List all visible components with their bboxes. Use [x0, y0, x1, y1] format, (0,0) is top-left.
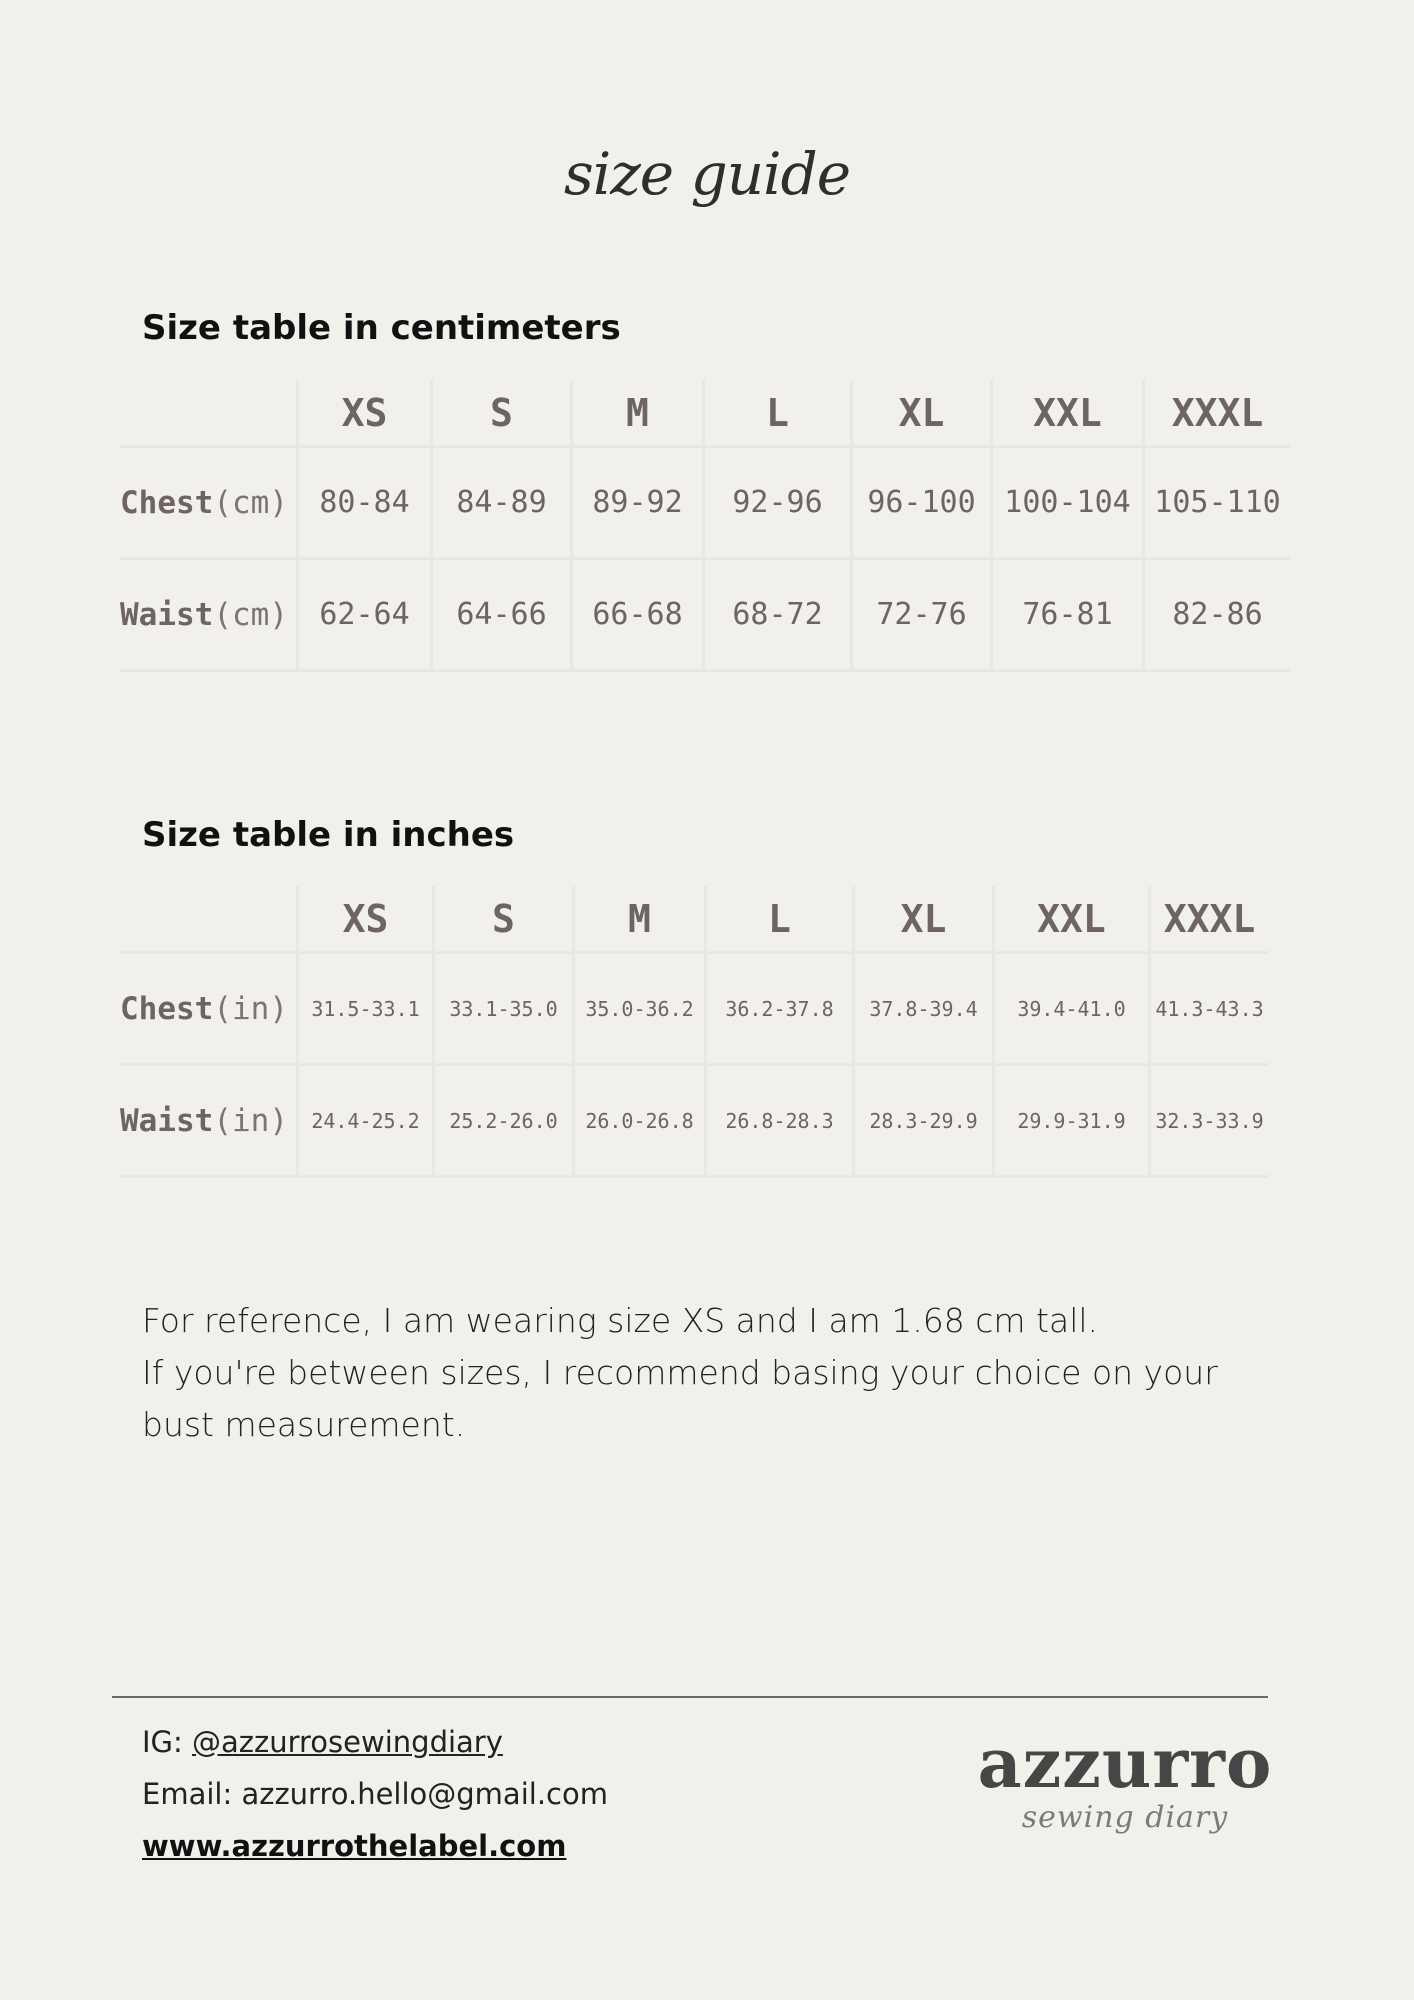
in-table-heading: Size table in inches: [142, 815, 515, 855]
table-corner: [120, 380, 296, 445]
size-header: XXXL: [1142, 380, 1290, 445]
size-header: XS: [296, 886, 432, 951]
email-address[interactable]: azzurro.hello@gmail.com: [241, 1777, 608, 1811]
table-cell: 33.1-35.0: [432, 951, 572, 1063]
table-cell: 89-92: [570, 445, 702, 557]
table-cell: 41.3-43.3: [1148, 951, 1268, 1063]
email-line: Email: azzurro.hello@gmail.com: [142, 1777, 608, 1811]
size-header: L: [704, 886, 852, 951]
size-header: XS: [296, 380, 430, 445]
in-size-table: [120, 886, 1268, 1178]
table-cell: 105-110: [1142, 445, 1290, 557]
table-cell: 62-64: [296, 557, 430, 672]
size-header: S: [432, 886, 572, 951]
table-cell: 64-66: [430, 557, 570, 672]
table-cell: 92-96: [702, 445, 850, 557]
table-cell: 72-76: [850, 557, 990, 672]
table-cell: 96-100: [850, 445, 990, 557]
instagram-link[interactable]: @azzurrosewingdiary: [192, 1725, 503, 1759]
size-header: XL: [850, 380, 990, 445]
table-cell: 32.3-33.9: [1148, 1063, 1268, 1178]
row-label: Chest(in): [120, 951, 296, 1063]
row-label: Waist(cm): [120, 557, 296, 672]
row-label: Waist(in): [120, 1063, 296, 1178]
table-cell: 26.8-28.3: [704, 1063, 852, 1178]
table-cell: 82-86: [1142, 557, 1290, 672]
size-header: XXXL: [1148, 886, 1268, 951]
table-cell: 29.9-31.9: [992, 1063, 1148, 1178]
table-cell: 100-104: [990, 445, 1142, 557]
table-cell: 68-72: [702, 557, 850, 672]
note-line: If you're between sizes, I recommend basing your choice on your bust measurement.: [142, 1353, 1218, 1444]
table-row: [120, 951, 1268, 1063]
contact-info: [142, 1716, 608, 1872]
table-cell: 31.5-33.1: [296, 951, 432, 1063]
table-row: [120, 1063, 1268, 1178]
logo-wordmark: azzurro: [977, 1724, 1273, 1804]
cm-size-table: [120, 380, 1290, 672]
table-cell: 66-68: [570, 557, 702, 672]
brand-logo: [975, 1724, 1275, 1835]
size-header: S: [430, 380, 570, 445]
table-cell: 84-89: [430, 445, 570, 557]
size-header: M: [570, 380, 702, 445]
table-cell: 24.4-25.2: [296, 1063, 432, 1178]
size-header: XXL: [992, 886, 1148, 951]
table-cell: 37.8-39.4: [852, 951, 992, 1063]
table-cell: 80-84: [296, 445, 430, 557]
table-corner: [120, 886, 296, 951]
size-header: XXL: [990, 380, 1142, 445]
table-row: [120, 445, 1290, 557]
size-header: M: [572, 886, 704, 951]
page-title: size guide: [563, 140, 851, 208]
table-cell: 26.0-26.8: [572, 1063, 704, 1178]
table-cell: 76-81: [990, 557, 1142, 672]
instagram-line: IG: @azzurrosewingdiary: [142, 1725, 503, 1759]
table-cell: 35.0-36.2: [572, 951, 704, 1063]
table-cell: 25.2-26.0: [432, 1063, 572, 1178]
row-label: Chest(cm): [120, 445, 296, 557]
table-cell: 39.4-41.0: [992, 951, 1148, 1063]
note-line: For reference, I am wearing size XS and I am 1.68 cm tall.: [142, 1301, 1099, 1340]
logo-tagline: sewing diary: [1021, 1800, 1229, 1835]
table-row: [120, 557, 1290, 672]
table-cell: 28.3-29.9: [852, 1063, 992, 1178]
cm-table-heading: Size table in centimeters: [142, 308, 621, 348]
reference-note: [142, 1295, 1292, 1451]
table-cell: 36.2-37.8: [704, 951, 852, 1063]
website-link[interactable]: www.azzurrothelabel.com: [142, 1829, 567, 1863]
size-header: XL: [852, 886, 992, 951]
footer-divider: [112, 1696, 1268, 1698]
size-header: L: [702, 380, 850, 445]
